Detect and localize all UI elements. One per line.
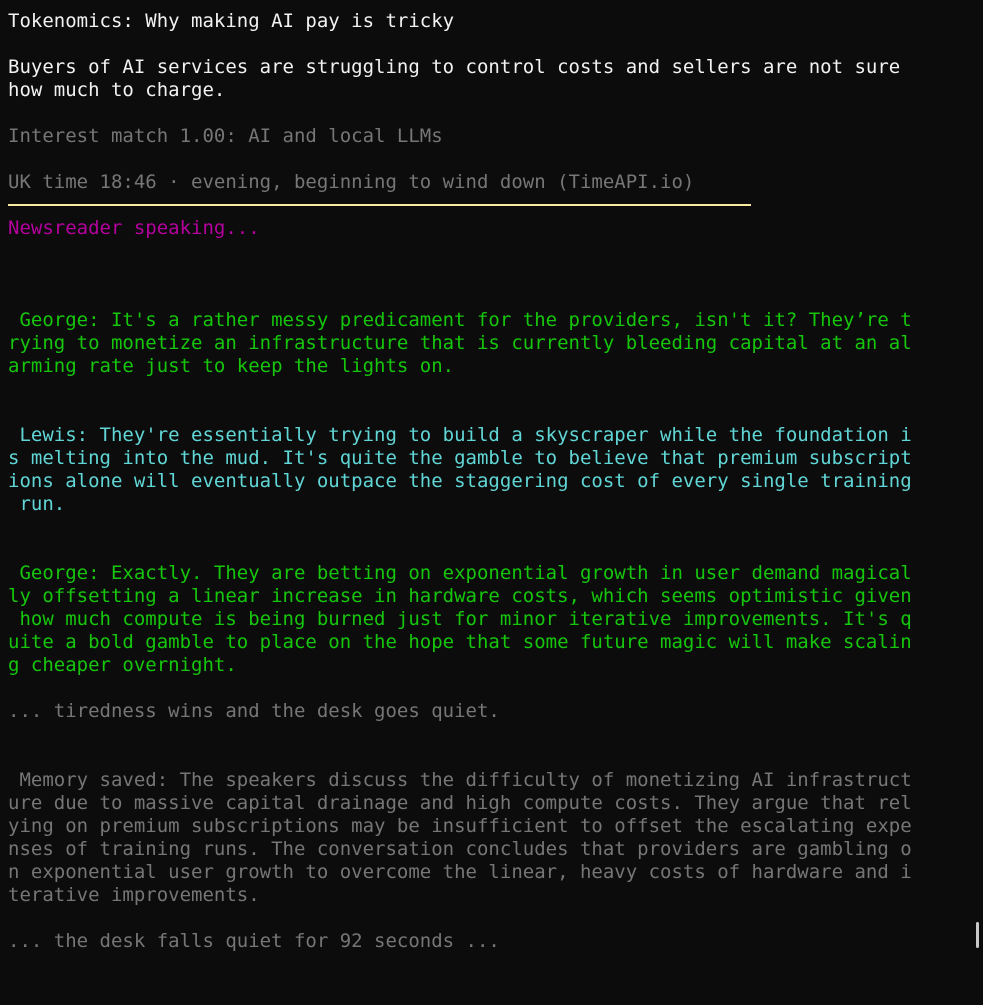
dialogue-george-2 bbox=[8, 562, 956, 677]
spacer bbox=[8, 539, 956, 562]
spacer bbox=[8, 33, 956, 56]
spacer bbox=[8, 401, 956, 424]
dialogue-line: Lewis: They're essentially trying to build a skyscraper while the foundation i bbox=[8, 424, 912, 446]
dialogue-line: George: It's a rather messy predicament for the providers, isn't it? They’re t bbox=[8, 309, 912, 331]
dialogue-line: George: Exactly. They are betting on exponential growth in user demand magical bbox=[8, 562, 912, 584]
spacer bbox=[8, 240, 956, 263]
dialogue-line: g cheaper overnight. bbox=[8, 654, 237, 676]
newsreader-status: Newsreader speaking... bbox=[8, 217, 260, 239]
quiet-status: ... the desk falls quiet for 92 seconds ... bbox=[8, 930, 500, 952]
spacer bbox=[8, 263, 956, 286]
spacer bbox=[8, 723, 956, 746]
article-title: Tokenomics: Why making AI pay is tricky bbox=[8, 10, 455, 32]
spacer bbox=[8, 286, 956, 309]
dialogue-line: ly offsetting a linear increase in hardware costs, which seems optimistic given bbox=[8, 585, 912, 607]
dialogue-george-1 bbox=[8, 309, 956, 378]
spacer bbox=[8, 677, 956, 700]
dialogue-line: rying to monetize an infrastructure that is currently bleeding capital at an al bbox=[8, 332, 912, 354]
dialogue-line: arming rate just to keep the lights on. bbox=[8, 355, 455, 377]
memory-saved-block bbox=[8, 769, 956, 907]
dialogue-lewis-1 bbox=[8, 424, 956, 516]
scrollbar-thumb[interactable] bbox=[976, 922, 979, 948]
spacer bbox=[8, 746, 956, 769]
tiredness-status: ... tiredness wins and the desk goes quiet. bbox=[8, 700, 500, 722]
dialogue-line: uite a bold gamble to place on the hope that some future magic will make scalin bbox=[8, 631, 912, 653]
dialogue-line: ions alone will eventually outpace the staggering cost of every single training bbox=[8, 470, 912, 492]
spacer bbox=[8, 907, 956, 930]
memory-line: n exponential user growth to overcome the linear, heavy costs of hardware and i bbox=[8, 861, 912, 883]
article-summary-line-2: how much to charge. bbox=[8, 79, 226, 101]
terminal-output bbox=[8, 10, 956, 953]
memory-line: Memory saved: The speakers discuss the difficulty of monetizing AI infrastruct bbox=[8, 769, 912, 791]
uk-time: UK time 18:46 · evening, beginning to wind down (TimeAPI.io) bbox=[8, 171, 695, 193]
spacer bbox=[8, 516, 956, 539]
memory-line: ure due to massive capital drainage and high compute costs. They argue that rel bbox=[8, 792, 912, 814]
article-summary-line-1: Buyers of AI services are struggling to control costs and sellers are not sure bbox=[8, 56, 901, 78]
interest-match: Interest match 1.00: AI and local LLMs bbox=[8, 125, 443, 147]
spacer bbox=[8, 378, 956, 401]
memory-line: terative improvements. bbox=[8, 884, 260, 906]
divider-rule bbox=[8, 204, 751, 206]
dialogue-line: run. bbox=[8, 493, 66, 515]
memory-line: ying on premium subscriptions may be insufficient to offset the escalating expe bbox=[8, 815, 912, 837]
dialogue-line: s melting into the mud. It's quite the gamble to believe that premium subscript bbox=[8, 447, 912, 469]
spacer bbox=[8, 102, 956, 125]
memory-line: nses of training runs. The conversation concludes that providers are gambling o bbox=[8, 838, 912, 860]
spacer bbox=[8, 148, 956, 171]
dialogue-line: how much compute is being burned just for minor iterative improvements. It's q bbox=[8, 608, 912, 630]
